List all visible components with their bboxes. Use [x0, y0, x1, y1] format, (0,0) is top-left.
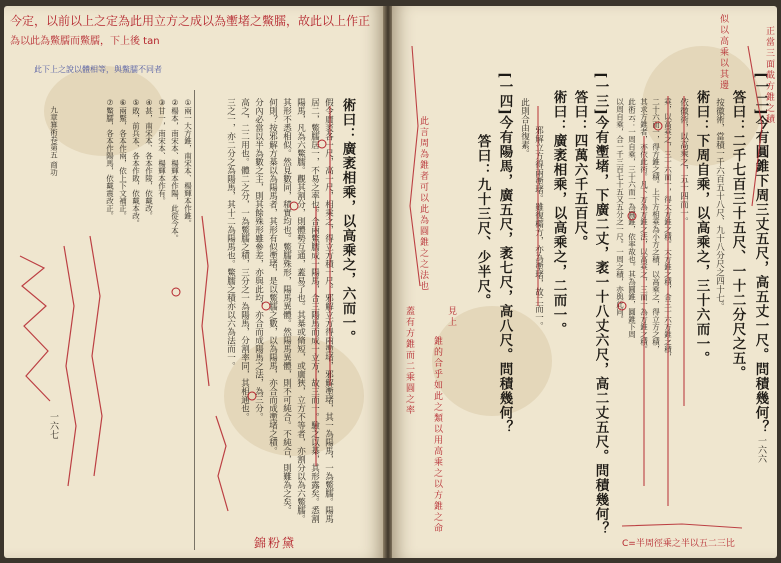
- margin-note: 似以高乘以其邊: [718, 14, 728, 91]
- note-mark: ⑤: [131, 98, 141, 107]
- problem-13-answer: 答曰：四萬六千五百尺。: [571, 90, 588, 250]
- red-annotations: [4, 6, 384, 558]
- text-column: 三之一，亦二分之為陽馬，其十二為陽馬也。鱉臑之積亦以六為法而一。: [225, 98, 236, 370]
- problem-number: [一三]: [592, 72, 609, 116]
- problem-number: [一二]: [752, 72, 769, 116]
- text-column: 假令廣袤各一尺，高一尺，相乘之，得立方積一尺。邪解立方得兩壍堵，邪解壍堵，其一為陽馬，一為鱉臑。陽馬: [323, 98, 334, 523]
- margin-scribble: [90, 236, 102, 476]
- note-mark: ⑦: [105, 98, 115, 107]
- problem-14-question: [一四]今有陽馬，廣五尺，袤七尺，高八尺。問積幾何？: [496, 72, 513, 435]
- right-page: [392, 6, 777, 558]
- margin-scribble: [202, 216, 209, 386]
- margin-scribble: [64, 246, 76, 486]
- commentary-column: 二十六而一，得方錐之積。上下方相乘為小方之積，以高乘之，得立方之積，: [651, 98, 661, 353]
- page-number: 一六七: [48, 412, 58, 439]
- margin-note: C=半周徑乘之半以五二三比: [622, 539, 735, 549]
- problem-13-note: 此則合由復素。: [519, 98, 530, 158]
- circle-mark: [618, 302, 626, 310]
- margin-scribble: [622, 524, 742, 528]
- note-text: 兩一大方錐，南宋本、楊輝本作錐。: [183, 107, 193, 227]
- problem-12-method: 術曰：下周自乘，以高乘之，三十六而一。: [693, 90, 710, 366]
- method-heading: 術曰：廣袤相乘，以高乘之，六而一。: [339, 98, 356, 345]
- text-column: 其形不悉相似。然見數同，積實均也。鱉臑殊形，陽馬異體。然陽馬異體，則不可純合。不純合，則難為之矣。: [281, 98, 292, 515]
- circle-mark: [262, 302, 270, 310]
- note-text: 兩鱉，各本作兩，依上下文補正。: [118, 107, 128, 220]
- text-column: 分內必當以半為數之主，則其餘殊形雖參差，亦與此均，亦合而成陽馬之法，為三分。: [253, 98, 264, 421]
- circle-mark: [628, 212, 636, 220]
- note-text: 甘一，南宋本、楊輝本作有。: [157, 107, 167, 205]
- margin-scribble: [20, 256, 50, 401]
- page-number: 一六六: [756, 436, 766, 463]
- circle-mark: [318, 140, 326, 148]
- circle-mark: [248, 392, 256, 400]
- problem-13-question: [一三]今有壍堵，下廣二丈，袤一十八丈六尺，高二丈五尺。問積幾何？: [592, 72, 609, 537]
- problem-14-answer: 答曰：九十三尺、少半尺。: [474, 134, 491, 308]
- header-note: 為以此為鱉臑而鱉臑，下上後 tan: [10, 36, 160, 47]
- commentary-column: 乘，以高乘之，三十六而一，得大方錐之積。大方錐之積，合三十六方錐之積，: [663, 98, 673, 361]
- text-column: 陽馬，凡為六鱉臑。觀其割分，則體勢互通，蓋易了也。其棊或脩短，或廣狹，立方不等者，亦割分以為六鱉臑。: [295, 98, 306, 523]
- margin-note: 見上: [446, 306, 456, 328]
- problem-12-question: [一二]今有圓錐下周三丈五尺，高五丈一尺。問積幾何？: [752, 72, 769, 435]
- problem-13-method: 術曰：廣袤相乘，以高乘之，二而一。: [550, 90, 567, 337]
- note-text: 甚，南宋本、各本作陵，依戴改。: [144, 107, 154, 220]
- running-title: 九章算術卷第五 商功: [49, 106, 59, 176]
- commentary-column: 此術云：一周自乘，三十六而一為圓錐，依率故也。其為圓錐，圓錐下周: [627, 98, 637, 338]
- margin-scribble: [216, 416, 228, 511]
- margin-note: 正當三面截方錐之積: [764, 26, 774, 125]
- margin-note: 蓋有方錐而二乘圓之率: [404, 306, 414, 416]
- margin-note: 此言周為錐者可以此為圓錐之之法也: [418, 116, 428, 292]
- note-mark: ①: [183, 98, 193, 107]
- circle-mark: [290, 202, 298, 210]
- note-mark: ④: [144, 98, 154, 107]
- text-column: 高之，二二用也。體二之分，一為鱉臑之積，三分之一為陽馬，分割率同，其相通也。: [239, 98, 250, 421]
- circle-mark: [172, 288, 180, 296]
- problem-13-note: 邪解立方得兩壍堵。雖復橢方，亦為壍堵，故二而一。: [533, 126, 544, 330]
- note-text: 敗，前兵本、各本作敗，依戴本改。: [131, 107, 141, 227]
- margin-scribble: [410, 46, 420, 286]
- note-mark: ③: [157, 98, 167, 107]
- note-mark: ⑥: [118, 98, 128, 107]
- margin-scribble: [748, 46, 762, 206]
- problem-12-note: 按徽術，當積一千六百五十八尺、九十八分尺之四十七。: [714, 98, 725, 311]
- header-note: 今定，以前以上之定為此用立方之成以為壍堵之鱉臑，故此以上作正: [10, 14, 371, 28]
- problem-number: [一四]: [496, 72, 513, 116]
- commentary-column: 以周自乘，合一千三百七十五又五分之一尺。一周之積，亦與此同。: [615, 98, 625, 323]
- margin-note: 錐的合乎如此之類以用高乘之以方錐之命: [432, 336, 442, 534]
- note-text: 鱉臑，各本作陽馬，依戴震改正。: [105, 107, 115, 220]
- signature-stamp: 錦粉黛: [254, 536, 297, 550]
- left-page: [4, 6, 384, 558]
- note-mark: ②: [170, 98, 180, 107]
- problem-12-answer: 答曰：二千七百三十五尺、一十二分尺之五。: [729, 90, 746, 380]
- problem-12-note: 依徽術，以高乘之，五十四而一。: [678, 98, 689, 226]
- commentary-column: 其求方錐者，亦依此術。凡下方為方錐之法，以高乘之，三而一為方錐之積。: [639, 98, 649, 353]
- circle-mark: [654, 122, 662, 130]
- text-column: 何則？按邪解方棊以為陽馬者，其形有似壍堵，是以鱉臑之數，以為陽馬，亦合而成壍堵之積。: [267, 98, 278, 455]
- note-text: 楊本，南宋本、楊輝本作陽，此從今本。: [170, 107, 180, 242]
- header-note: 此下上之說以體相等，與鱉臑不同者: [34, 65, 162, 74]
- text-column: 居二，鱉臑居一，不易之率也。合兩鱉臑成一陽馬，合三陽馬而成一立方，故三而一。驗之以棊，其形露矣。悉割: [309, 98, 320, 523]
- red-annotations: [392, 6, 777, 558]
